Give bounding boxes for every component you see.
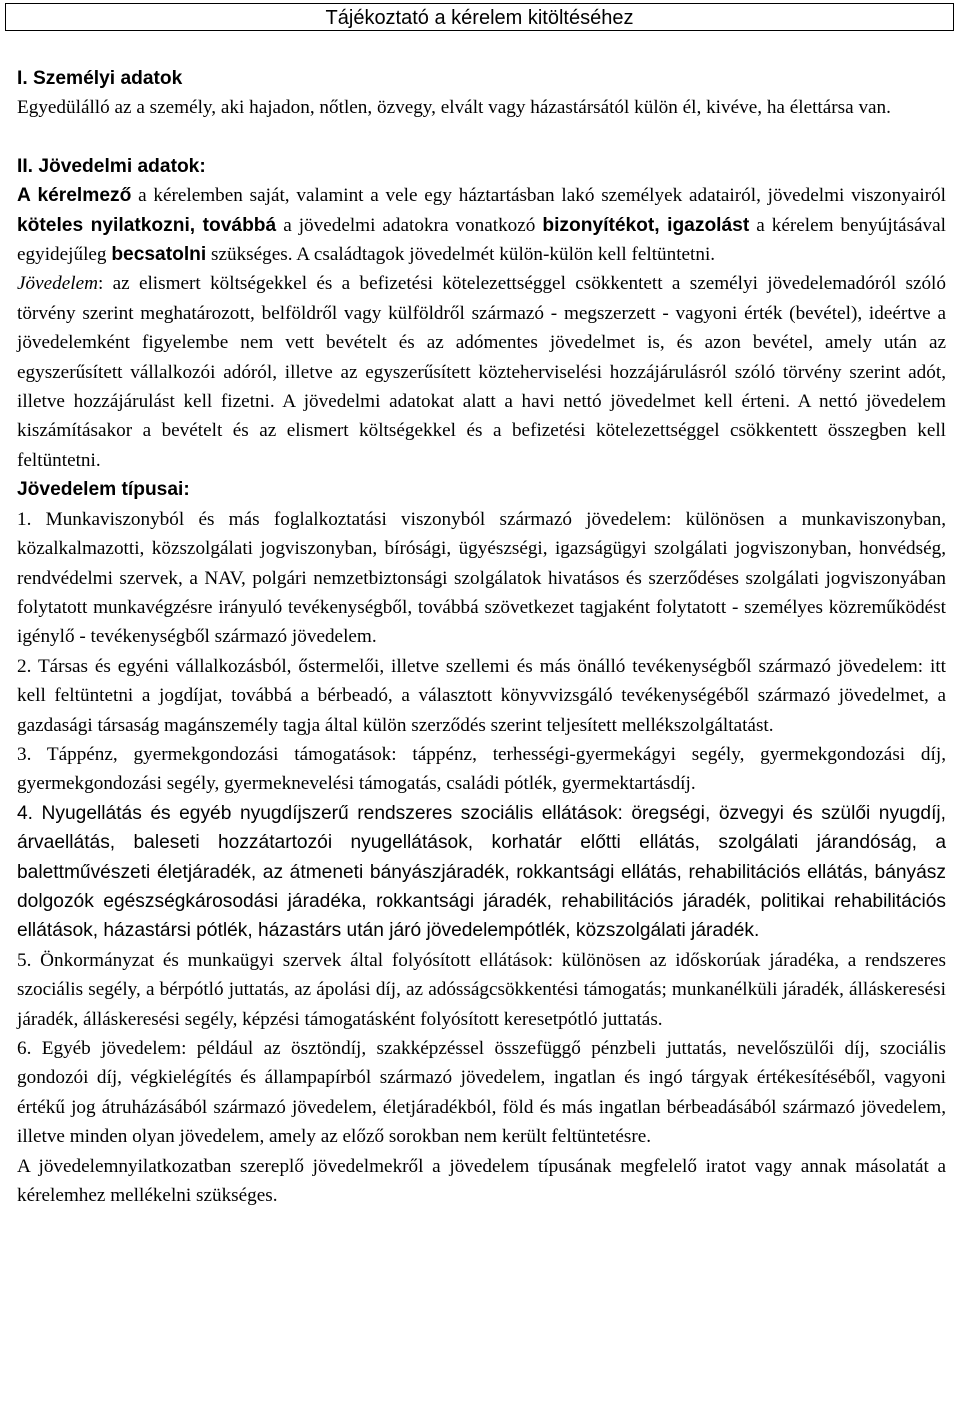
income-type-item: 6. Egyéb jövedelem: például az ösztöndíj, szakképzéssel összefüggő pénzbeli juttatás, nevelőszülői díj, szociális gondozói díj, végkielégítés és állampapírból származó jövedelem, ingatlan és ingó tárgyak értékesítéséből, vagyoni értékű jog átruházásából származó jövedelem, életjáradékból, föld és más ingatlan bérbeadásából származó jövedelem, illetve minden olyan jövedelem, amely az előző sorokban nem került feltüntetésre. [17, 1038, 946, 1148]
document-body [17, 64, 946, 1210]
spacer [17, 123, 946, 152]
income-types-heading: Jövedelem típusai: [17, 479, 190, 501]
page-title: Tájékoztató a kérelem kitöltéséhez [325, 7, 634, 29]
emphasis-applicant: A kérelmező [17, 185, 132, 207]
emphasis-proof: bizonyítékot, igazolást [542, 214, 750, 236]
income-type-item: 4. Nyugellátás és egyéb nyugdíjszerű rendszeres szociális ellátások: öregségi, özvegyi és szülői nyugdíj, árvaellátás, baleseti hozzátartozói nyugellátások, korhatár előtti ellátás, szolgálati járandóság, a balettművészeti életjáradék, az átmeneti bányászjáradék, rokkantsági ellátás, rehabilitációs ellátás, bányász dolgozók egészségkárosodási járadéka, rokkantsági járadék, rehabilitációs járadék, politikai rehabilitációs ellátások, házastársi pótlék, házastárs után járó jövedelempótlék, közszolgálati járadék. [17, 802, 946, 942]
income-definition-paragraph [17, 269, 946, 475]
income-intro-paragraph [17, 181, 946, 269]
income-type-item: 5. Önkormányzat és munkaügyi szervek által folyósított ellátások: különösen az időskorúak járadéka, a rendszeres szociális segély, a bérpótló juttatás, az ápolási díj, az adósságcsökkentési támogatás; munkanélküli járadék, álláskeresési járadék, álláskeresési segély, képzési támogatásként folyósított keresetpótló juttatás. [17, 949, 946, 1030]
title-box [5, 3, 954, 31]
section-heading-income: II. Jövedelmi adatok: [17, 155, 206, 177]
definition-text: : az elismert költségekkel és a befizetési kötelezettséggel csökkentett a személyi jövedelemadóról szóló törvény szerint meghatározott, belföldről vagy külföldről származó - megszerzett - vagyoni érték (bevétel), ideértve a jövedelemként figyelembe nem vett bevételt és az adómentes jövedelmet is, és azon bevétel, amely után az egyszerűsített vállalkozói adóról, illetve az egyszerűsített közteherviselési hozzájárulásról szóló törvény szerint adót, illetve hozzájárulást kell fizetni. A jövedelmi adatokat alatt a havi nettó jövedelmet kell érteni. A nettó jövedelem kiszámításakor a bevételt és az elismert költségekkel és a befizetési kötelezettséggel csökkentett összegben kell feltüntetni. [17, 273, 946, 471]
emphasis-obliged: köteles nyilatkozni, továbbá [17, 214, 277, 236]
text-run: a kérelemben saját, valamint a vele egy háztartásban lakó személyek adatairól, jövedelmi viszonyairól [131, 185, 946, 207]
text-run: a kérelem benyújtásával egyidejűleg [17, 214, 946, 266]
personal-paragraph: Egyedülálló az a személy, aki hajadon, nőtlen, özvegy, elvált vagy házastársától külön él, kivéve, ha élettársa van. [17, 97, 891, 119]
text-run: a jövedelmi adatokra vonatkozó [276, 214, 543, 236]
income-type-item: 3. Táppénz, gyermekgondozási támogatások: táppénz, terhességi-gyermekágyi segély, gyermekgondozási díj, gyermekgondozási segély, gyermeknevelési támogatás, családi pótlék, gyermektartásdíj. [17, 743, 946, 795]
income-type-item: 2. Társas és egyéni vállalkozásból, őstermelői, illetve szellemi és más önálló tevékenységből származó jövedelem: itt kell feltüntetni a jogdíjat, továbbá a bérbeadó, a választott könyvvizsgáló tevékenységéből származó jövedelmet, a gazdasági társaság magánszemély tagja által külön szerződés szerint teljesített mellékszolgáltatást. [17, 655, 946, 736]
closing-paragraph: A jövedelemnyilatkozatban szereplő jövedelmekről a jövedelem típusának megfelelő iratot vagy annak másolatát a kérelemhez mellékelni szükséges. [17, 1155, 946, 1207]
section-heading-personal: I. Személyi adatok [17, 68, 183, 89]
term-income: Jövedelem [17, 273, 98, 295]
emphasis-attach: becsatolni [111, 244, 207, 266]
income-type-item: 1. Munkaviszonyból és más foglalkoztatási viszonyból származó jövedelem: különösen a munkaviszonyban, közalkalmazotti, közszolgálati jogviszonyban, bírósági, ügyészségi, igazságügyi szolgálati jogviszonyban, honvédség, rendvédelmi szervek, a NAV, polgári nemzetbiztonsági szolgálatok hivatásos és szerződéses szolgálati jogviszonyában folytatott munkavégzésre irányuló tevékenységből, továbbá szövetkezet tagjaként folytatott - személyes közreműködést igénylő - tevékenységből származó jövedelem. [17, 508, 946, 648]
text-run: szükséges. A családtagok jövedelmét külön-külön kell feltüntetni. [206, 244, 716, 266]
